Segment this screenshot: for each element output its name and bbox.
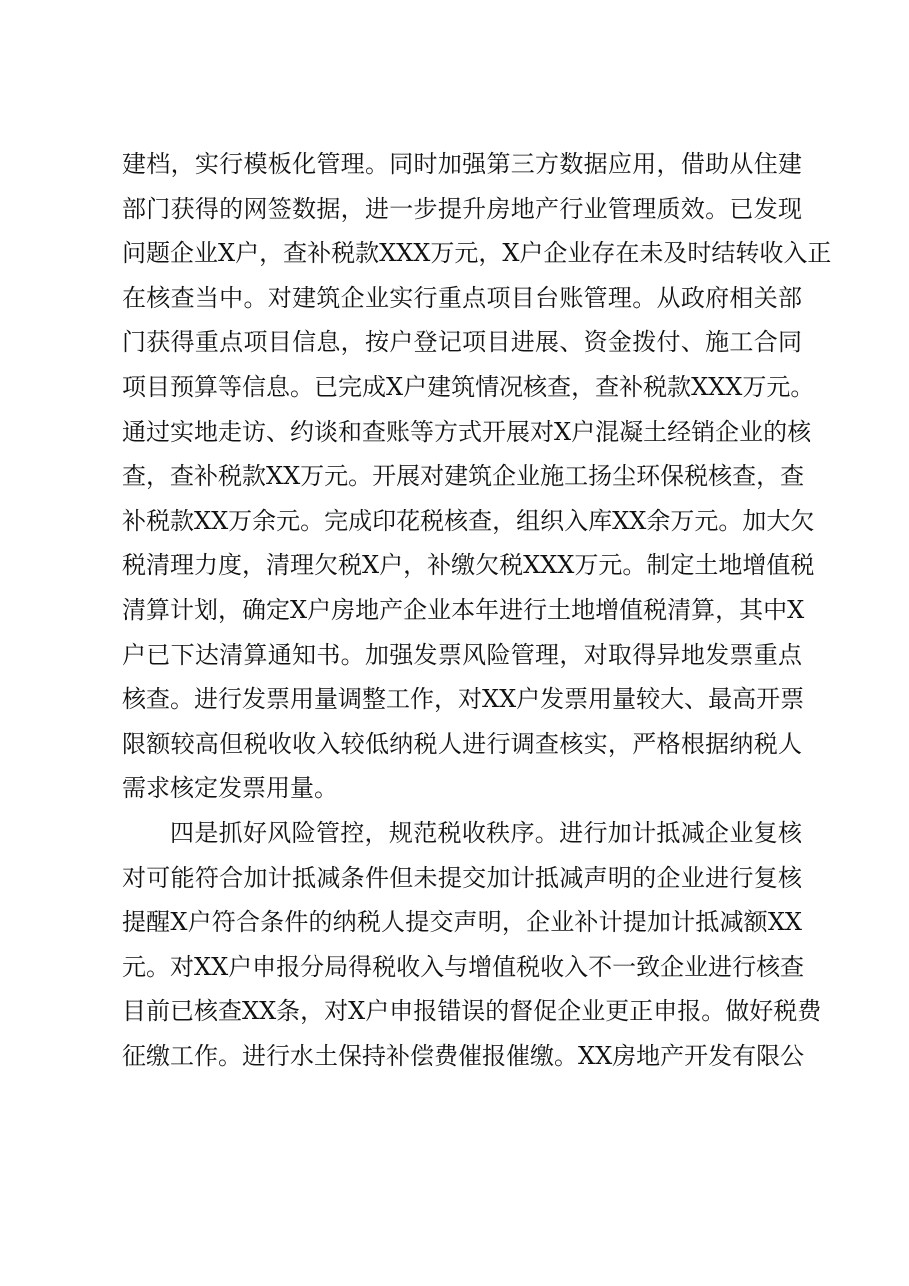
text-line: 元。对XX户申报分局得税收入与增值税收入不一致企业进行核查 <box>122 952 805 981</box>
paragraph-first-line: 四是抓好风险管控，规范税收秩序。进行加计抵减企业复核 <box>170 818 802 847</box>
text-line: 查，查补税款XX万元。开展对建筑企业施工扬尘环保税核查，查 <box>122 462 805 491</box>
paragraph-end-line: 需求核定发票用量。 <box>122 774 338 803</box>
text-line: 问题企业X户，查补税款XXX万元，X户企业存在未及时结转收入正 <box>122 239 832 268</box>
text-line: 限额较高但税收收入较低纳税人进行调查核实，严格根据纳税人 <box>122 729 802 758</box>
text-line: 通过实地走访、约谈和查账等方式开展对X户混凝土经销企业的核 <box>122 417 812 446</box>
text-line: 补税款XX万余元。完成印花税核查，组织入库XX余万元。加大欠 <box>122 506 815 535</box>
text-line: 部门获得的网签数据，进一步提升房地产行业管理质效。已发现 <box>122 194 802 223</box>
text-line: 项目预算等信息。已完成X户建筑情况核查，查补税款XXX万元。 <box>122 372 815 401</box>
text-line: 目前已核查XX条，对X户申报错误的督促企业更正申报。做好税费 <box>122 997 822 1026</box>
text-line: 税清理力度，清理欠税X户，补缴欠税XXX万元。制定土地增值税 <box>122 551 815 580</box>
text-line: 门获得重点项目信息，按户登记项目进展、资金拨付、施工合同 <box>122 328 802 357</box>
text-line: 建档，实行模板化管理。同时加强第三方数据应用，借助从住建 <box>122 150 802 178</box>
body-text <box>122 142 832 1078</box>
text-line: 清算计划，确定X户房地产企业本年进行土地增值税清算，其中X <box>122 595 805 624</box>
text-line: 在核查当中。对建筑企业实行重点项目台账管理。从政府相关部 <box>122 283 802 312</box>
text-line: 征缴工作。进行水土保持补偿费催报催缴。XX房地产开发有限公 <box>122 1041 805 1070</box>
text-line: 核查。进行发票用量调整工作，对XX户发票用量较大、最高开票 <box>122 685 805 714</box>
text-line: 提醒X户符合条件的纳税人提交声明，企业补计提加计抵减额XX <box>122 908 802 937</box>
text-line: 户已下达清算通知书。加强发票风险管理，对取得异地发票重点 <box>122 640 802 669</box>
text-line: 对可能符合加计抵减条件但未提交加计抵减声明的企业进行复核 <box>122 863 802 892</box>
